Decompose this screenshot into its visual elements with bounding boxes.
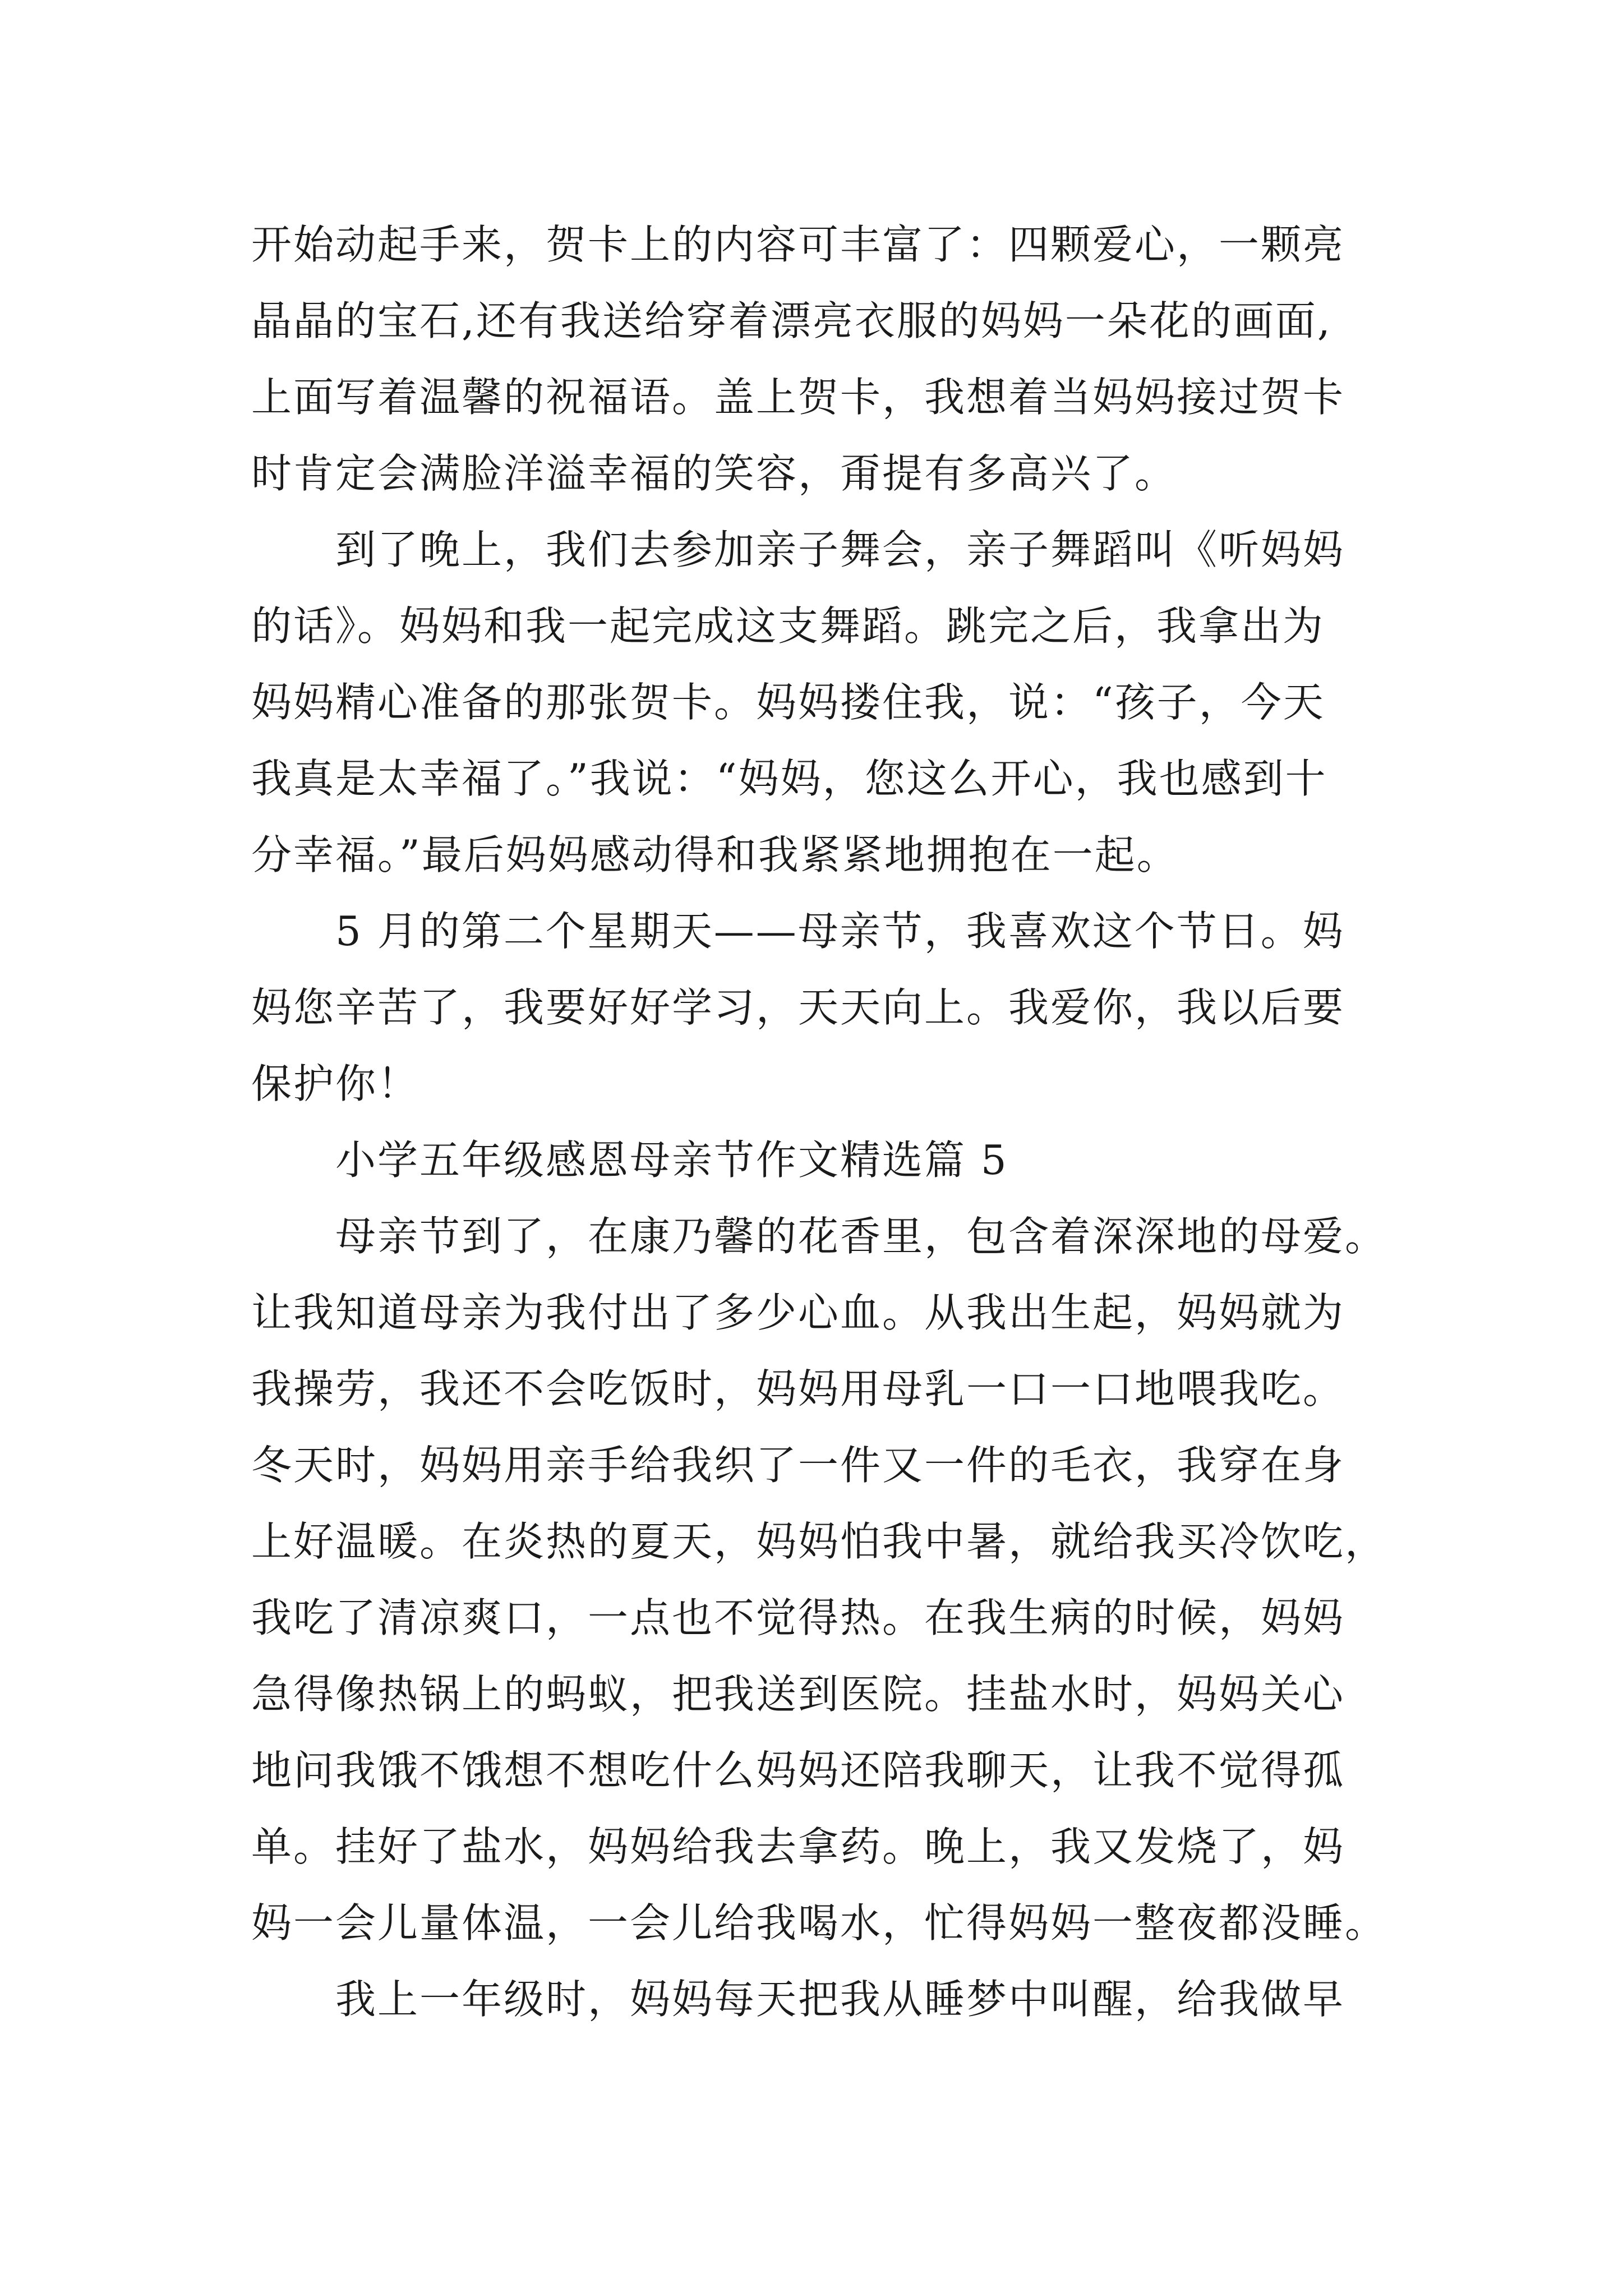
text-line: 冬天时，妈妈用亲手给我织了一件又一件的毛衣，我穿在身 xyxy=(251,1442,1345,1489)
text-line: 我吃了清凉爽口，一点也不觉得热。在我生病的时候，妈妈 xyxy=(251,1594,1345,1641)
text-line: 妈您辛苦了，我要好好学习，天天向上。我爱你，我以后要 xyxy=(251,984,1345,1031)
text-line: 急得像热锅上的蚂蚁，把我送到医院。挂盐水时，妈妈关心 xyxy=(251,1671,1345,1718)
paragraph-start-line: 我上一年级时，妈妈每天把我从睡梦中叫醒，给我做早 xyxy=(335,1976,1345,2023)
paragraph-start-line: 到了晚上，我们去参加亲子舞会，亲子舞蹈叫《听妈妈 xyxy=(335,526,1345,573)
text-line: 开始动起手来，贺卡上的内容可丰富了：四颗爱心，一颗亮 xyxy=(251,221,1345,268)
section-heading: 小学五年级感恩母亲节作文精选篇 5 xyxy=(335,1137,1008,1184)
text-line: 单。挂好了盐水，妈妈给我去拿药。晚上，我又发烧了，妈 xyxy=(251,1823,1345,1870)
text-line: 让我知道母亲为我付出了多少心血。从我出生起，妈妈就为 xyxy=(251,1289,1345,1336)
text-line: 保护你！ xyxy=(251,1060,420,1107)
paragraph-start-line: 5 月的第二个星期天——母亲节，我喜欢这个节日。妈 xyxy=(335,908,1345,955)
text-line: 时肯定会满脸洋溢幸福的笑容，甭提有多高兴了。 xyxy=(251,450,1177,497)
essay-text xyxy=(251,206,1463,2037)
text-line: 的话》。妈妈和我一起完成这支舞蹈。跳完之后，我拿出为 xyxy=(251,602,1325,650)
text-line: 上好温暖。在炎热的夏天，妈妈怕我中暑，就给我买冷饮吃， xyxy=(251,1518,1387,1565)
paragraph-start-line: 母亲节到了，在康乃馨的花香里，包含着深深地的母爱。 xyxy=(335,1213,1387,1260)
text-line: 地问我饿不饿想不想吃什么妈妈还陪我聊天，让我不觉得孤 xyxy=(251,1747,1345,1794)
text-line: 上面写着温馨的祝福语。盖上贺卡，我想着当妈妈接过贺卡 xyxy=(251,374,1345,421)
text-line: 妈一会儿量体温，一会儿给我喝水，忙得妈妈一整夜都没睡。 xyxy=(251,1899,1387,1947)
text-line: 我真是太幸福了。”我说：“妈妈，您这么开心，我也感到十 xyxy=(251,755,1327,802)
text-line: 我操劳，我还不会吃饭时，妈妈用母乳一口一口地喂我吃。 xyxy=(251,1365,1345,1412)
text-line: 分幸福。”最后妈妈感动得和我紧紧地拥抱在一起。 xyxy=(251,831,1179,878)
text-line: 晶晶的宝石,还有我送给穿着漂亮衣服的妈妈一朵花的画面, xyxy=(251,297,1332,344)
text-line: 妈妈精心准备的那张贺卡。妈妈搂住我，说：“孩子，今天 xyxy=(251,679,1325,726)
